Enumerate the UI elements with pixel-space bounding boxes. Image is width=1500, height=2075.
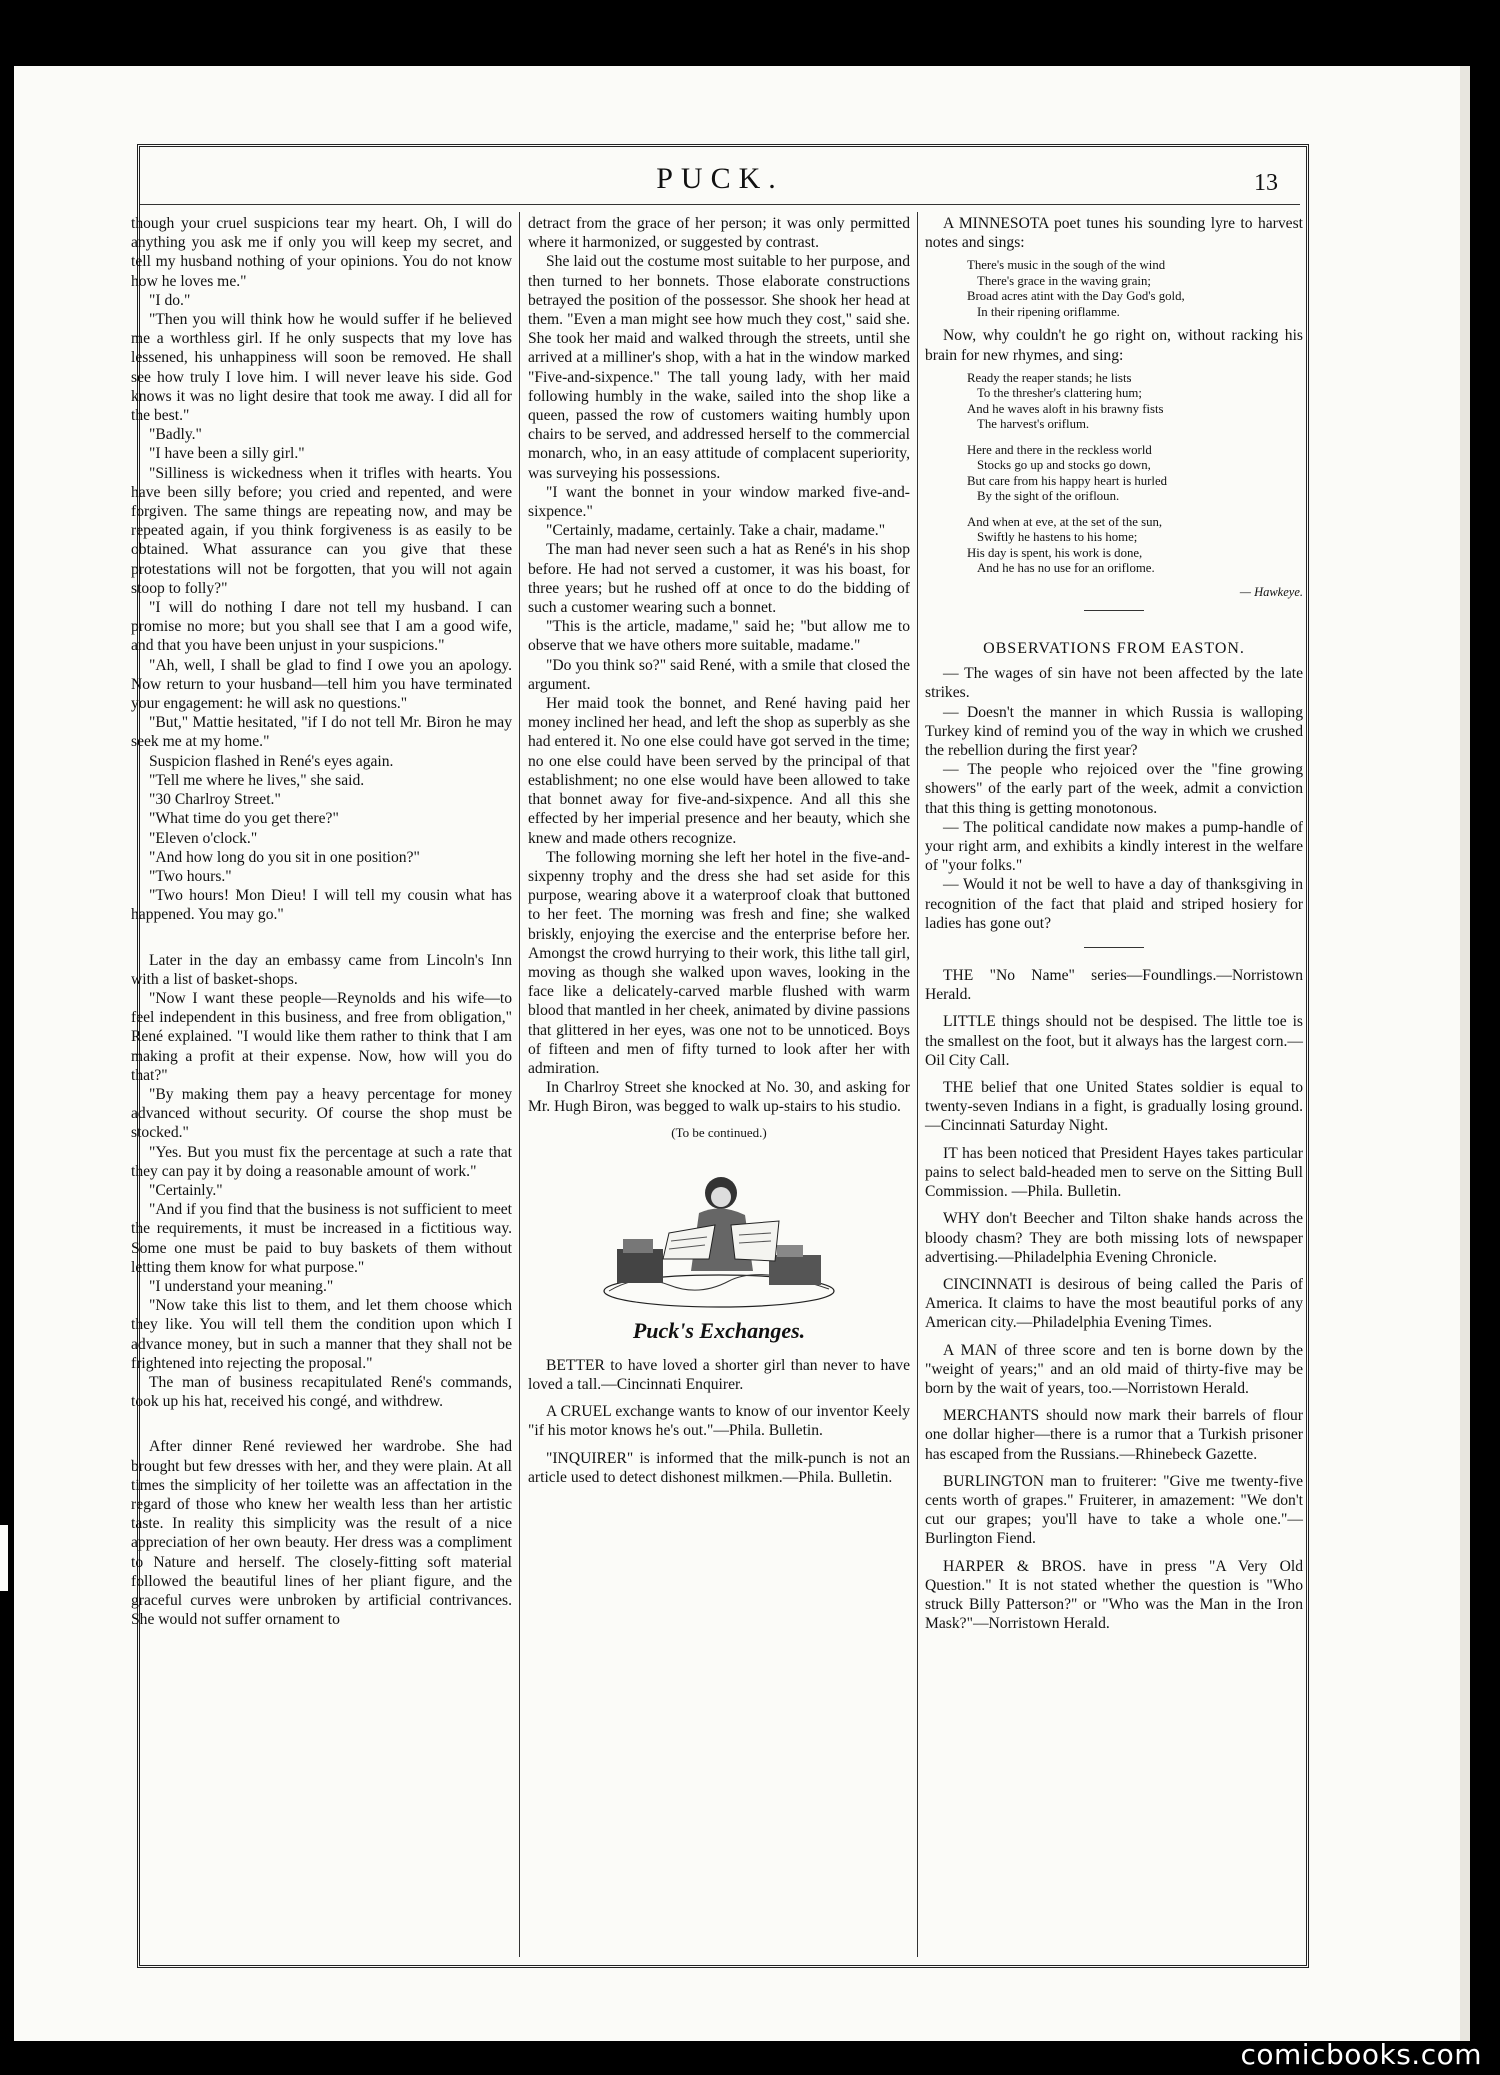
paragraph: The man had never seen such a hat as René's in his shop before. He had not served a customer, it was his boast, for three years; but he rushed off at once to do the bidding of such a customer wearing such a bonnet. <box>528 541 910 617</box>
story-part-1 <box>131 214 512 925</box>
paragraph: "Two hours! Mon Dieu! I will tell my cousin what has happened. You may go." <box>131 887 512 924</box>
paragraph: "I want the bonnet in your window marked five-and-sixpence." <box>528 483 910 521</box>
news-item: THE belief that one United States soldier is equal to twenty-seven Indians in a fight, is gradually losing ground.—Cincinnati Saturday Night. <box>925 1079 1303 1135</box>
exchange-item: BETTER to have loved a shorter girl than never to have loved a tall.—Cincinnati Enquirer. <box>528 1356 910 1393</box>
paragraph: "Two hours." <box>149 867 232 885</box>
column-divider-2 <box>917 212 918 1957</box>
paragraph: After dinner René reviewed her wardrobe. She had brought but few dresses with her, and they were plain. At all times the simplicity of her toilette was an affectation in the regard of those who knew her wealth less than her artistic taste. In reality this simplicity was the result of a nice appreciation of her own beauty. Her dress was a compliment to Nature and herself. The closely-fitting soft material followed the beautiful lines of her pliant figure, and the graceful curves were unbroken by artificial contrivances. She would not suffer ornament to <box>131 1438 512 1629</box>
poem-line: Here and there in the reckless world <box>967 442 1152 457</box>
section-rule <box>1084 610 1144 611</box>
poem-line: The harvest's oriflum. <box>977 417 1090 432</box>
paragraph: "Now take this list to them, and let them choose which they like. You will tell them the condition upon which I advance money, but in such a manner that they shall not be frightened into rejecting the proposal." <box>131 1297 512 1372</box>
paragraph: "I do." <box>149 291 191 309</box>
paragraph: "I will do nothing I dare not tell my husband. I can promise no more; but you shall see that I am a good wife, and that you have been unjust in your suspicions." <box>131 599 512 655</box>
paragraph: "Yes. But you must fix the percentage at such a rate that they can pay it by doing a reasonable amount of work." <box>131 1143 512 1180</box>
poem-line: There's music in the sough of the wind <box>967 258 1166 273</box>
news-item: MERCHANTS should now mark their barrels of flour one dollar higher—there is a rumor that a Turkish prisoner has escaped from the Russians.—Rhinebeck Gazette. <box>925 1407 1303 1463</box>
paragraph: Her maid took the bonnet, and René having paid her money inclined her head, and left the shop as superbly as she had entered it. No one else could have got served in the time; no one else could have been served by the principal of that establishment; no one else would have been allowed to take that bonnet away for five-and-sixpence. And all this she effected by her imperial presence and her beauty, which she knew and made others recognize. <box>528 695 910 847</box>
poem-minnesota <box>925 258 1303 320</box>
exchanges-engraving <box>599 1163 839 1313</box>
watermark: comicbooks.com <box>1240 2038 1482 2071</box>
story-part-2 <box>131 951 512 1412</box>
news-item: A MAN of three score and ten is borne down by the "weight of years;" and an old maid of thirty-five may be born by the wait of years, too.—Norristown Herald. <box>925 1341 1303 1397</box>
header-rule <box>140 204 1300 205</box>
observations-heading: OBSERVATIONS FROM EASTON. <box>983 640 1245 658</box>
masthead <box>140 152 1300 206</box>
observation-item: — Doesn't the manner in which Russia is walloping Turkey kind of remind you of the way in which we crushed the rebellion during the first year? <box>925 703 1303 760</box>
poem-line: And he waves aloft in his brawny fists <box>967 401 1164 416</box>
paragraph: "I understand your meaning." <box>149 1277 334 1295</box>
column-1 <box>131 214 512 1629</box>
observation-item: — The political candidate now makes a pump-handle of your right arm, and exhibits a kindly interest in the welfare of "your folks." <box>925 818 1303 875</box>
observation-item: — The people who rejoiced over the "fine growing showers" of the early part of the week, admit a conviction that this thing is getting monotonous. <box>925 761 1303 817</box>
news-item: BURLINGTON man to fruiterer: "Give me twenty-five cents worth of grapes." Fruiterer, in amazement: "We don't cut our grapes; you'll have to take a whole one."—Burlington Fiend. <box>925 1472 1303 1548</box>
news-item: WHY don't Beecher and Tilton shake hands across the bloody chasm? They are both missing lots of newspaper advertising.—Philadelphia Evening Chronicle. <box>925 1210 1303 1266</box>
poem-signature: — Hawkeye. <box>1239 584 1303 599</box>
paragraph: "Tell me where he lives," she said. <box>149 771 365 789</box>
paragraph: "Badly." <box>149 426 202 444</box>
page-number: 13 <box>1254 170 1278 196</box>
story-part-3 <box>131 1437 512 1629</box>
paragraph: "And how long do you sit in one position?" <box>149 848 420 866</box>
paragraph: In Charlroy Street she knocked at No. 30, and asking for Mr. Hugh Biron, was begged to walk up-stairs to his studio. <box>528 1079 910 1116</box>
paragraph: Later in the day an embassy came from Lincoln's Inn with a list of basket-shops. <box>131 951 512 988</box>
paragraph: "By making them pay a heavy percentage for money advanced without security. Of course the shop must be stocked." <box>131 1085 512 1142</box>
paragraph: though your cruel suspicions tear my heart. Oh, I will do anything you ask me if only you will keep my secret, and tell my husband nothing of your opinions. You do not know how he loves me." <box>131 215 512 290</box>
section-rule <box>1084 947 1144 948</box>
poem-line: His day is spent, his work is done, <box>967 545 1143 560</box>
news-item: HARPER & BROS. have in press "A Very Old Question." It is not stated whether the question is "Who struck Billy Patterson?" or "Who was the Man in the Iron Mask?"—Norristown Herald. <box>925 1557 1303 1633</box>
paragraph: "Then you will think how he would suffer if he believed me a worthless girl. If he only suspects that my love has lessened, his unhappiness will soon be removed. He shall see how truly I love him. I will never leave his side. God knows it was no light desire that took me away. I did all for the best." <box>131 311 512 425</box>
paragraph: "I have been a silly girl." <box>149 445 305 463</box>
paragraph: The following morning she left her hotel in the five-and-sixpenny trophy and the dress she had set aside for this purpose, wearing above it a waterproof cloak that buttoned to her feet. The morning was fresh and fine; she walked briskly, enjoying the exercise and the enterprise before her. Amongst the crowd hurrying to their work, this lithe tall girl, moving as though she walked upon waves, looking in the face like a delicately-carved marble flushed with warm blood that mantled in her cheek, animated by divine passions that glittered in her eyes, was one not to be unnoticed. Boys of fifteen and men of fifty turned to look after her with admiration. <box>528 848 910 1077</box>
paragraph: "Ah, well, I shall be glad to find I owe you an apology. Now return to your husband—tell him you have terminated your engagement: he will ask no questions." <box>131 656 512 713</box>
publication-title: PUCK. <box>656 162 784 195</box>
poem-line: Ready the reaper stands; he lists <box>967 370 1132 385</box>
paragraph: "Silliness is wickedness when it trifles with hearts. You have been silly before; you cried and repented, and were forgiven. The same things are repeating now, and may be repeated again, if you think forgiveness is as easily to be obtained. What assurance can you give that these protestations will not be forgotten, that you will not again stoop to folly?" <box>131 464 512 597</box>
poem-line: And when at eve, at the set of the sun, <box>967 514 1163 529</box>
paragraph: "And if you find that the business is not sufficient to meet the requirements, it must be increased in a fictitious way. Some one must be paid to buy baskets of them without letting them know for what purpose." <box>131 1201 512 1276</box>
intro-text: Now, why couldn't he go right on, without racking his brain for new rhymes, and sing: <box>925 327 1303 364</box>
news-item: THE "No Name" series—Foundlings.—Norristown Herald. <box>925 967 1303 1004</box>
poem-line: By the sight of the orifloun. <box>977 489 1120 504</box>
paragraph: "Do you think so?" said René, with a smile that closed the argument. <box>528 656 910 693</box>
poem-line: Stocks go up and stocks go down, <box>977 458 1151 473</box>
poem-line: Broad acres atint with the Day God's gold, <box>967 289 1185 304</box>
paragraph: She laid out the costume most suitable to her purpose, and then turned to her bonnets. Those elaborate constructions betrayed the position of the possessor. She shook her head at them. "Even a man might see how much they cost," said she. She took her maid and walked through the streets, until she arrived at a milliner's shop, with a hat in the window marked "Five-and-sixpence." The tall young lady, with her maid following humbly in the wake, sailed into the shop like a queen, passed the row of customers waiting humbly upon chairs to be served, and addressed herself to the commercial monarch, who, in an easy attitude of complacent superiority, was surveying his possessions. <box>528 253 910 482</box>
news-item: CINCINNATI is desirous of being called the Paris of America. It claims to have the most beautiful porks of any American city.—Philadelphia Evening Times. <box>925 1275 1303 1332</box>
poem-line: There's grace in the waving grain; <box>977 273 1151 288</box>
paragraph: Suspicion flashed in René's eyes again. <box>149 752 394 770</box>
poem-parody <box>925 371 1303 577</box>
scan-border-top <box>0 0 1500 14</box>
paragraph: The man of business recapitulated René's commands, took up his hat, received his congé, and withdrew. <box>131 1373 512 1411</box>
paragraph: "Certainly, madame, certainly. Take a chair, madame." <box>546 522 886 540</box>
observation-item: — Would it not be well to have a day of thanksgiving in recognition of the fact that plaid and striped hosiery for ladies has gone out? <box>925 876 1303 932</box>
exchanges-heading: Puck's Exchanges. <box>632 1317 806 1343</box>
column-divider-1 <box>519 212 520 1957</box>
paragraph: "Now I want these people—Reynolds and his wife—to feel independent in this business, and free from obligation," René explained. "I would like them rather to think that I am making a profit at their expense. Now, how will you do that?" <box>131 989 512 1084</box>
paragraph: "What time do you get there?" <box>149 810 339 828</box>
news-item: LITTLE things should not be despised. The little toe is the smallest on the foot, but it always has the largest corn.—Oil City Call. <box>925 1013 1303 1069</box>
column-2 <box>528 214 910 1487</box>
paragraph: "30 Charlroy Street." <box>149 791 281 809</box>
paragraph: "Eleven o'clock." <box>149 829 258 847</box>
column-3 <box>925 214 1303 1633</box>
paragraph: "This is the article, madame," said he; "but allow me to observe that we have others more suitable, madame." <box>528 618 910 655</box>
poem-line: And he has no use for an oriflome. <box>977 561 1155 576</box>
news-item: IT has been noticed that President Hayes takes particular pains to select bald-headed men to serve on the Sitting Bull Commission. —Phila. Bulletin. <box>925 1144 1303 1201</box>
paragraph: "But," Mattie hesitated, "if I do not tell Mr. Biron he may seek me at my home." <box>131 714 512 751</box>
paragraph: "Certainly." <box>149 1181 223 1199</box>
poem-line: But care from his happy heart is hurled <box>967 473 1168 488</box>
poem-line: Swiftly he hastens to his home; <box>977 530 1138 545</box>
exchange-item: A CRUEL exchange wants to know of our inventor Keely "if his motor knows he's out."—Phila. Bulletin. <box>528 1403 910 1440</box>
paragraph: detract from the grace of her person; it was only permitted where it harmonized, or suggested by contrast. <box>528 215 910 252</box>
poem-line: To the thresher's clattering hum; <box>977 386 1142 401</box>
exchange-item: "INQUIRER" is informed that the milk-punch is not an article used to detect dishonest milkmen.—Phila. Bulletin. <box>528 1449 910 1486</box>
continued-note: (To be continued.) <box>671 1124 767 1140</box>
observation-item: — The wages of sin have not been affected by the late strikes. <box>925 665 1303 702</box>
poem-line: In their ripening oriflamme. <box>977 304 1120 319</box>
intro-text: A MINNESOTA poet tunes his sounding lyre to harvest notes and sings: <box>925 215 1303 252</box>
page-edge-tear <box>0 1525 8 1591</box>
